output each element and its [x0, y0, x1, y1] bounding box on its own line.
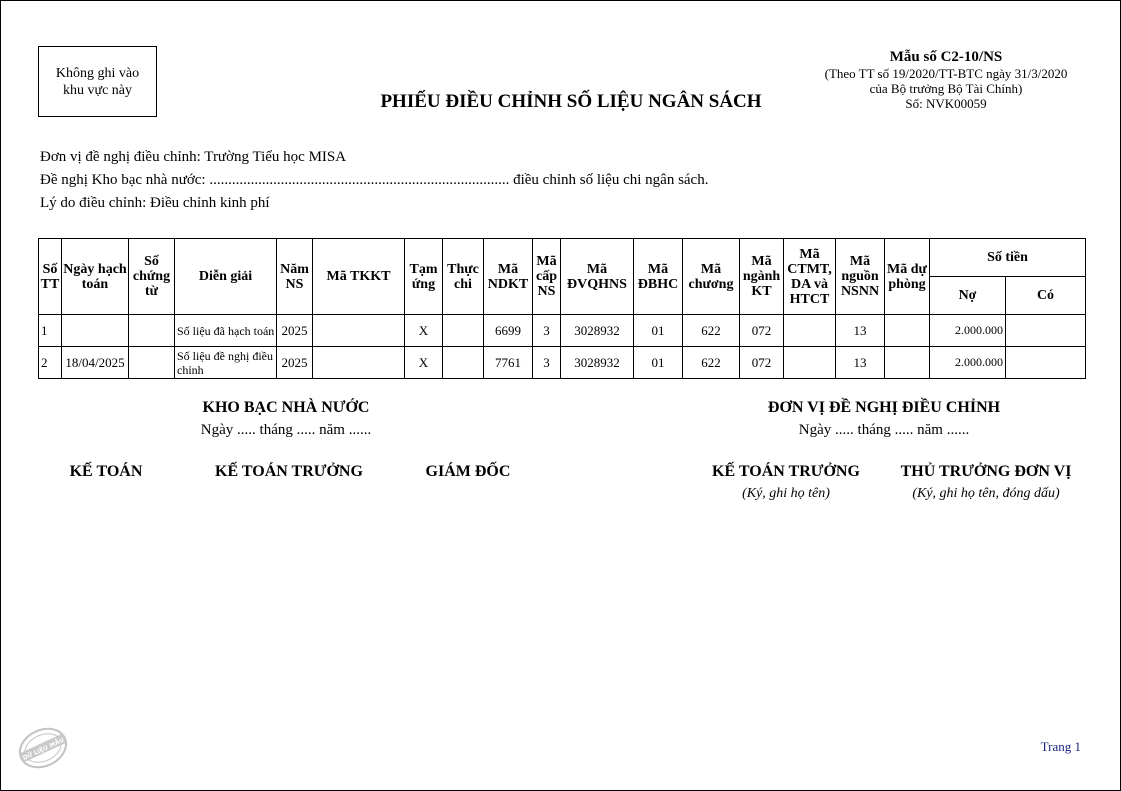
cell-year: 2025 [277, 347, 313, 379]
cell-advance: X [405, 347, 443, 379]
page-title: PHIẾU ĐIỀU CHỈNH SỐ LIỆU NGÂN SÁCH [380, 91, 762, 112]
header-year: Năm NS [277, 239, 313, 315]
unit-chief-accountant-note: (Ký, ghi họ tên) [742, 486, 830, 501]
cell-dvqhns: 3028932 [561, 347, 634, 379]
header-date: Ngày hạch toán [62, 239, 129, 315]
cell-desc: Số liệu đã hạch toán [175, 315, 277, 347]
cell-reserve [885, 347, 930, 379]
cell-sector: 072 [740, 347, 784, 379]
header-debit: Nợ [930, 277, 1006, 315]
cell-chapter: 622 [683, 347, 740, 379]
cell-voucher [129, 315, 175, 347]
cell-date [62, 315, 129, 347]
form-info [801, 48, 1091, 111]
header-credit: Có [1006, 277, 1086, 315]
cell-source: 13 [836, 347, 885, 379]
form-number: Số: NVK00059 [905, 96, 987, 111]
cell-sector: 072 [740, 315, 784, 347]
no-write-line2: khu vực này [62, 82, 132, 98]
header-sector: Mã ngành KT [740, 239, 784, 315]
cell-credit [1006, 315, 1086, 347]
header-ndkt: Mã NDKT [484, 239, 533, 315]
header-dbhc: Mã ĐBHC [634, 239, 683, 315]
unit-head-title: THỦ TRƯỞNG ĐƠN VỊ [900, 463, 1072, 480]
cell-chapter: 622 [683, 315, 740, 347]
cell-ctmt [784, 315, 836, 347]
no-write-line1: Không ghi vào [55, 65, 140, 81]
cell-credit [1006, 347, 1086, 379]
form-code: Mẫu số C2-10/NS [889, 49, 1003, 65]
cell-voucher [129, 347, 175, 379]
cell-date: 18/04/2025 [62, 347, 129, 379]
header-reserve: Mã dự phòng [885, 239, 930, 315]
cell-advance: X [405, 315, 443, 347]
cell-desc: Số liệu đề nghị điều chỉnh [175, 347, 277, 379]
director-title: GIÁM ĐỐC [425, 463, 511, 480]
cell-dbhc: 01 [634, 315, 683, 347]
cell-tkkt [313, 347, 405, 379]
header-advance: Tạm ứng [405, 239, 443, 315]
unit-title: ĐƠN VỊ ĐỀ NGHỊ ĐIỀU CHỈNH [767, 399, 1001, 416]
header-source: Mã nguồn NSNN [836, 239, 885, 315]
header-chapter: Mã chương [683, 239, 740, 315]
cell-tkkt [313, 315, 405, 347]
header-dvqhns: Mã ĐVQHNS [561, 239, 634, 315]
treasury-date: Ngày ..... tháng ..... năm ...... [200, 422, 372, 438]
adjustment-table [38, 238, 1086, 379]
treasury-line: Đề nghị Kho bạc nhà nước: ................................................................................ điều chỉnh số liệu chi ngân sách. [40, 172, 709, 188]
cell-source: 13 [836, 315, 885, 347]
header-tkkt: Mã TKKT [313, 239, 405, 315]
svg-text:DỮ LIỆU MẪU: DỮ LIỆU MẪU [21, 736, 66, 762]
cell-ndkt: 7761 [484, 347, 533, 379]
accountant-title: KẾ TOÁN [69, 463, 143, 480]
unit-line: Đơn vị đề nghị điều chỉnh: Trường Tiểu học MISA [40, 149, 347, 165]
header-actual: Thực chi [443, 239, 484, 315]
page-number: Trang 1 [1040, 739, 1081, 754]
unit-head-note: (Ký, ghi họ tên, đóng dấu) [912, 486, 1060, 501]
cell-reserve [885, 315, 930, 347]
header-stt: Số TT [39, 239, 62, 315]
header-desc: Diễn giải [175, 239, 277, 315]
table-row [39, 315, 1086, 347]
cell-actual [443, 347, 484, 379]
form-basis-line1: (Theo TT số 19/2020/TT-BTC ngày 31/3/2020 [824, 66, 1068, 81]
cell-debit: 2.000.000 [930, 347, 1006, 379]
reason-line: Lý do điều chỉnh: Điều chỉnh kinh phí [40, 195, 270, 211]
unit-date: Ngày ..... tháng ..... năm ...... [798, 422, 970, 438]
cell-dbhc: 01 [634, 347, 683, 379]
unit-chief-accountant-title: KẾ TOÁN TRƯỞNG [712, 463, 860, 480]
table-row [39, 347, 1086, 379]
cell-actual [443, 315, 484, 347]
cell-ndkt: 6699 [484, 315, 533, 347]
cell-debit: 2.000.000 [930, 315, 1006, 347]
header-amount: Số tiền [930, 239, 1086, 277]
header-level: Mã cấp NS [533, 239, 561, 315]
cell-level: 3 [533, 315, 561, 347]
cell-stt: 1 [39, 315, 62, 347]
treasury-title: KHO BẠC NHÀ NƯỚC [202, 399, 370, 416]
form-basis-line2: của Bộ trưởng Bộ Tài Chính) [869, 81, 1023, 96]
cell-level: 3 [533, 347, 561, 379]
no-write-box [38, 46, 157, 117]
chief-accountant-title: KẾ TOÁN TRƯỞNG [215, 463, 363, 480]
header-voucher: Số chứng từ [129, 239, 175, 315]
sample-data-stamp [13, 723, 73, 773]
cell-stt: 2 [39, 347, 62, 379]
header-ctmt: Mã CTMT, DA và HTCT [784, 239, 836, 315]
cell-year: 2025 [277, 315, 313, 347]
cell-dvqhns: 3028932 [561, 315, 634, 347]
cell-ctmt [784, 347, 836, 379]
